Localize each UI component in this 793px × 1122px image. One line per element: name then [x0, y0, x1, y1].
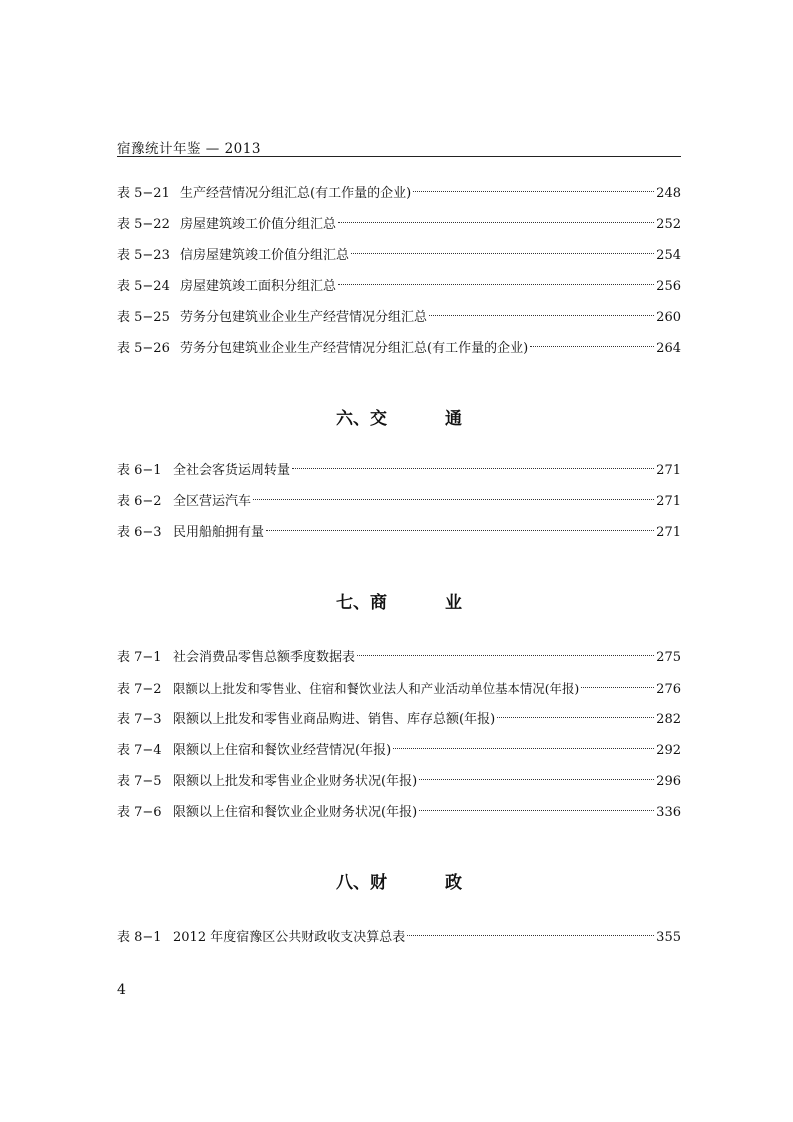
table-number: 表 5−23 [117, 248, 170, 263]
page-ref: 260 [656, 310, 681, 325]
toc-entry[interactable] [117, 461, 681, 481]
toc-entry[interactable] [117, 710, 681, 730]
table-number: 表 6−2 [117, 494, 162, 509]
toc-entry[interactable] [117, 523, 681, 543]
page-ref: 248 [656, 186, 681, 201]
table-number: 表 7−2 [117, 682, 162, 697]
table-number: 表 7−6 [117, 805, 162, 820]
page-ref: 275 [656, 650, 681, 665]
page-ref: 292 [656, 743, 681, 758]
page-number: 4 [117, 982, 126, 998]
entry-title: 2012 年度宿豫区公共财政收支决算总表 [173, 930, 406, 945]
entry-title: 限额以上批发和零售业企业财务状况(年报) [173, 774, 418, 789]
dot-leader [253, 499, 654, 500]
entry-title: 限额以上批发和零售业、住宿和餐饮业法人和产业活动单位基本情况(年报) [173, 681, 580, 696]
dot-leader [429, 315, 654, 316]
toc-entry[interactable] [117, 741, 681, 761]
entry-title: 限额以上批发和零售业商品购进、销售、库存总额(年报) [173, 712, 496, 727]
section-heading-commerce: 七、商 业 [336, 593, 462, 613]
table-number: 表 5−22 [117, 217, 170, 232]
table-number: 表 8−1 [117, 930, 162, 945]
dot-leader [407, 935, 654, 936]
dot-leader [338, 222, 654, 223]
dot-leader [419, 779, 654, 780]
page-ref: 271 [656, 525, 681, 540]
section-heading-transport: 六、交 通 [336, 409, 462, 429]
page-ref: 264 [656, 341, 681, 356]
dot-leader [338, 284, 654, 285]
dot-leader [530, 346, 654, 347]
table-number: 表 6−3 [117, 525, 162, 540]
toc-entry[interactable] [117, 492, 681, 512]
running-header: 宿豫统计年鉴 — 2013 [117, 141, 261, 157]
page-ref: 276 [656, 682, 681, 697]
entry-title: 全区营运汽车 [173, 494, 252, 509]
entry-title: 社会消费品零售总额季度数据表 [173, 650, 356, 665]
toc-entry[interactable] [117, 803, 681, 823]
table-number: 表 7−4 [117, 743, 162, 758]
page-ref: 252 [656, 217, 681, 232]
page-ref: 254 [656, 248, 681, 263]
entry-title: 劳务分包建筑业企业生产经营情况分组汇总(有工作量的企业) [180, 341, 529, 356]
dot-leader [292, 468, 654, 469]
entry-title: 房屋建筑竣工面积分组汇总 [180, 279, 337, 294]
table-number: 表 5−24 [117, 279, 170, 294]
entry-title: 信房屋建筑竣工价值分组汇总 [180, 248, 350, 263]
toc-entry[interactable] [117, 308, 681, 328]
toc-entry[interactable] [117, 772, 681, 792]
table-number: 表 5−25 [117, 310, 170, 325]
dot-leader [419, 810, 654, 811]
toc-entry[interactable] [117, 246, 681, 266]
entry-title: 民用船舶拥有量 [173, 525, 265, 540]
table-number: 表 6−1 [117, 463, 162, 478]
toc-entry[interactable] [117, 648, 681, 668]
entry-title: 房屋建筑竣工价值分组汇总 [180, 217, 337, 232]
dot-leader [393, 748, 654, 749]
header-rule [117, 156, 681, 157]
page-ref: 282 [656, 712, 681, 727]
dot-leader [581, 687, 654, 688]
dot-leader [413, 191, 654, 192]
toc-entry[interactable] [117, 339, 681, 359]
entry-title: 限额以上住宿和餐饮业经营情况(年报) [173, 743, 392, 758]
entry-title: 劳务分包建筑业企业生产经营情况分组汇总 [180, 310, 428, 325]
toc-entry[interactable] [117, 277, 681, 297]
entry-title: 全社会客货运周转量 [173, 463, 291, 478]
entry-title: 限额以上住宿和餐饮业企业财务状况(年报) [173, 805, 418, 820]
toc-entry[interactable] [117, 184, 681, 204]
entry-title: 生产经营情况分组汇总(有工作量的企业) [180, 186, 412, 201]
dot-leader [357, 655, 654, 656]
page-ref: 256 [656, 279, 681, 294]
table-number: 表 5−26 [117, 341, 170, 356]
table-number: 表 7−5 [117, 774, 162, 789]
page-ref: 336 [656, 805, 681, 820]
page-ref: 296 [656, 774, 681, 789]
toc-entry[interactable] [117, 679, 681, 699]
page-ref: 271 [656, 463, 681, 478]
toc-entry[interactable] [117, 215, 681, 235]
dot-leader [351, 253, 654, 254]
section-heading-finance: 八、财 政 [336, 873, 462, 893]
dot-leader [266, 530, 654, 531]
table-number: 表 7−3 [117, 712, 162, 727]
table-number: 表 7−1 [117, 650, 162, 665]
page-ref: 355 [656, 930, 681, 945]
table-number: 表 5−21 [117, 186, 170, 201]
toc-entry[interactable] [117, 928, 681, 948]
page-ref: 271 [656, 494, 681, 509]
dot-leader [497, 717, 654, 718]
